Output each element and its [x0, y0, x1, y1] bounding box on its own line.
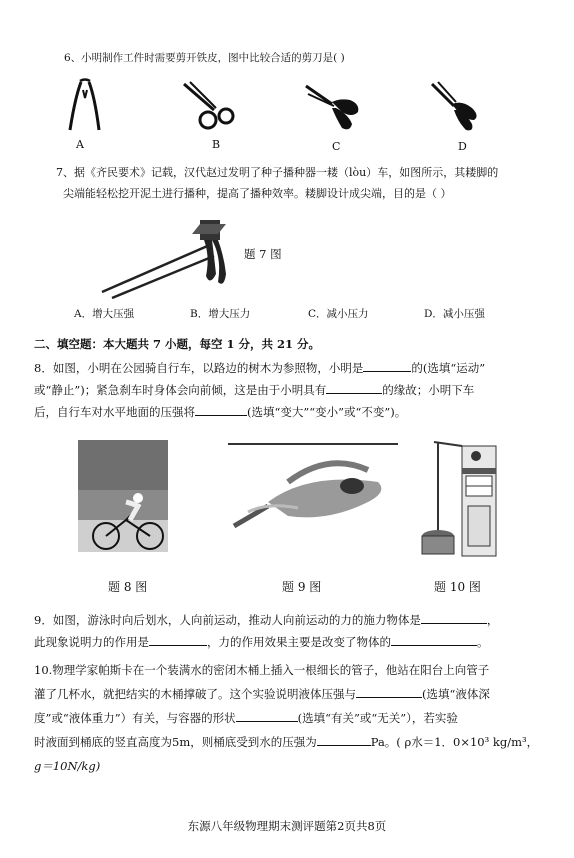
- question-9-line-1: 9．如图，游泳时向后划水，人向前运动，推动人向前运动的力的施力物体是 ，: [34, 613, 499, 627]
- page-footer: 东源八年级物理期末测评题第2页共8页: [187, 819, 387, 833]
- question-6-text: 6、小明制作工件时需要剪开铁皮，图中比较合适的剪刀是( ): [64, 52, 345, 64]
- question-7-line-1: 7、据《齐民要术》记载，汉代赵过发明了种子播种器一耧（lòu）车，如图所示，其耧脚的: [56, 166, 499, 179]
- answer-blank[interactable]: [326, 382, 382, 394]
- answer-blank[interactable]: [236, 710, 298, 722]
- swimmer-photo: [228, 442, 398, 542]
- question-8-line-2: 或“静止”)；紧急刹车时身体会向前倾，这是由于小明具有 的缘故；小明下车: [34, 383, 475, 397]
- q7-option-c: C．减小压力: [308, 308, 369, 320]
- answer-blank[interactable]: [421, 612, 487, 624]
- scissors-d-figure: [428, 80, 486, 134]
- figure-10-caption: 题 10 图: [434, 580, 481, 594]
- answer-blank[interactable]: [149, 634, 207, 646]
- figure-9-caption: 题 9 图: [282, 580, 322, 594]
- scissors-a-figure: [66, 78, 104, 134]
- option-label-b: B: [212, 138, 221, 151]
- question-10-line-3: 度”或“液体重力”）有关，与容器的形状 (选填“有关”或“无关”），若实验: [34, 711, 458, 725]
- figure-8-caption: 题 8 图: [108, 580, 148, 594]
- seed-drill-figure: [100, 212, 230, 302]
- q7-option-b: B．增大压力: [190, 308, 251, 320]
- answer-blank[interactable]: [195, 404, 247, 416]
- cyclist-photo: [78, 440, 168, 552]
- question-10-line-2: 灌了几杯水，就把结实的木桶撑破了。这个实验说明液体压强与 (选填“液体深: [34, 687, 490, 701]
- section-2-title: 二、填空题：本大题共 7 小题，每空 1 分，共 21 分。: [34, 337, 321, 351]
- option-label-a: A: [76, 138, 84, 151]
- question-10-line-4: 时液面到桶底的竖直高度为5m，则桶底受到水的压强为 Pa。( ρ水＝1．0×10³ kg/m³，: [34, 735, 539, 749]
- answer-blank[interactable]: [391, 634, 477, 646]
- q7-option-a: A．增大压强: [74, 308, 135, 320]
- answer-blank[interactable]: [356, 686, 422, 698]
- question-10-line-1: 10.物理学家帕斯卡在一个装满水的密闭木桶上插入一根细长的管子，他站在阳台上向管子: [34, 663, 490, 677]
- question-8-line-1: 8．如图，小明在公园骑自行车，以路边的树木为参照物，小明是 的(选填“运动”: [34, 361, 486, 375]
- question-7-line-2: 尖端能轻松挖开泥土进行播种，提高了播种效率。耧脚设计成尖端，目的是（ ）: [63, 187, 452, 200]
- option-label-c: C: [332, 140, 341, 153]
- figure-7-caption: 题 7 图: [244, 247, 282, 261]
- question-9-line-2: 此现象说明力的作用是 ，力的作用效果主要是改变了物体的 。: [34, 635, 489, 649]
- answer-blank[interactable]: [363, 360, 411, 372]
- q7-option-d: D．减小压强: [424, 308, 485, 320]
- scissors-b-figure: [180, 80, 240, 132]
- answer-blank[interactable]: [317, 734, 371, 746]
- scissors-c-figure: [302, 80, 364, 134]
- option-label-d: D: [458, 140, 467, 153]
- question-10-line-5: g＝10N/kg): [34, 759, 101, 773]
- question-8-line-3: 后，自行车对水平地面的压强将 (选填“变大”“变小”或“不变”)。: [34, 405, 407, 419]
- pascal-barrel-figure: [418, 436, 498, 560]
